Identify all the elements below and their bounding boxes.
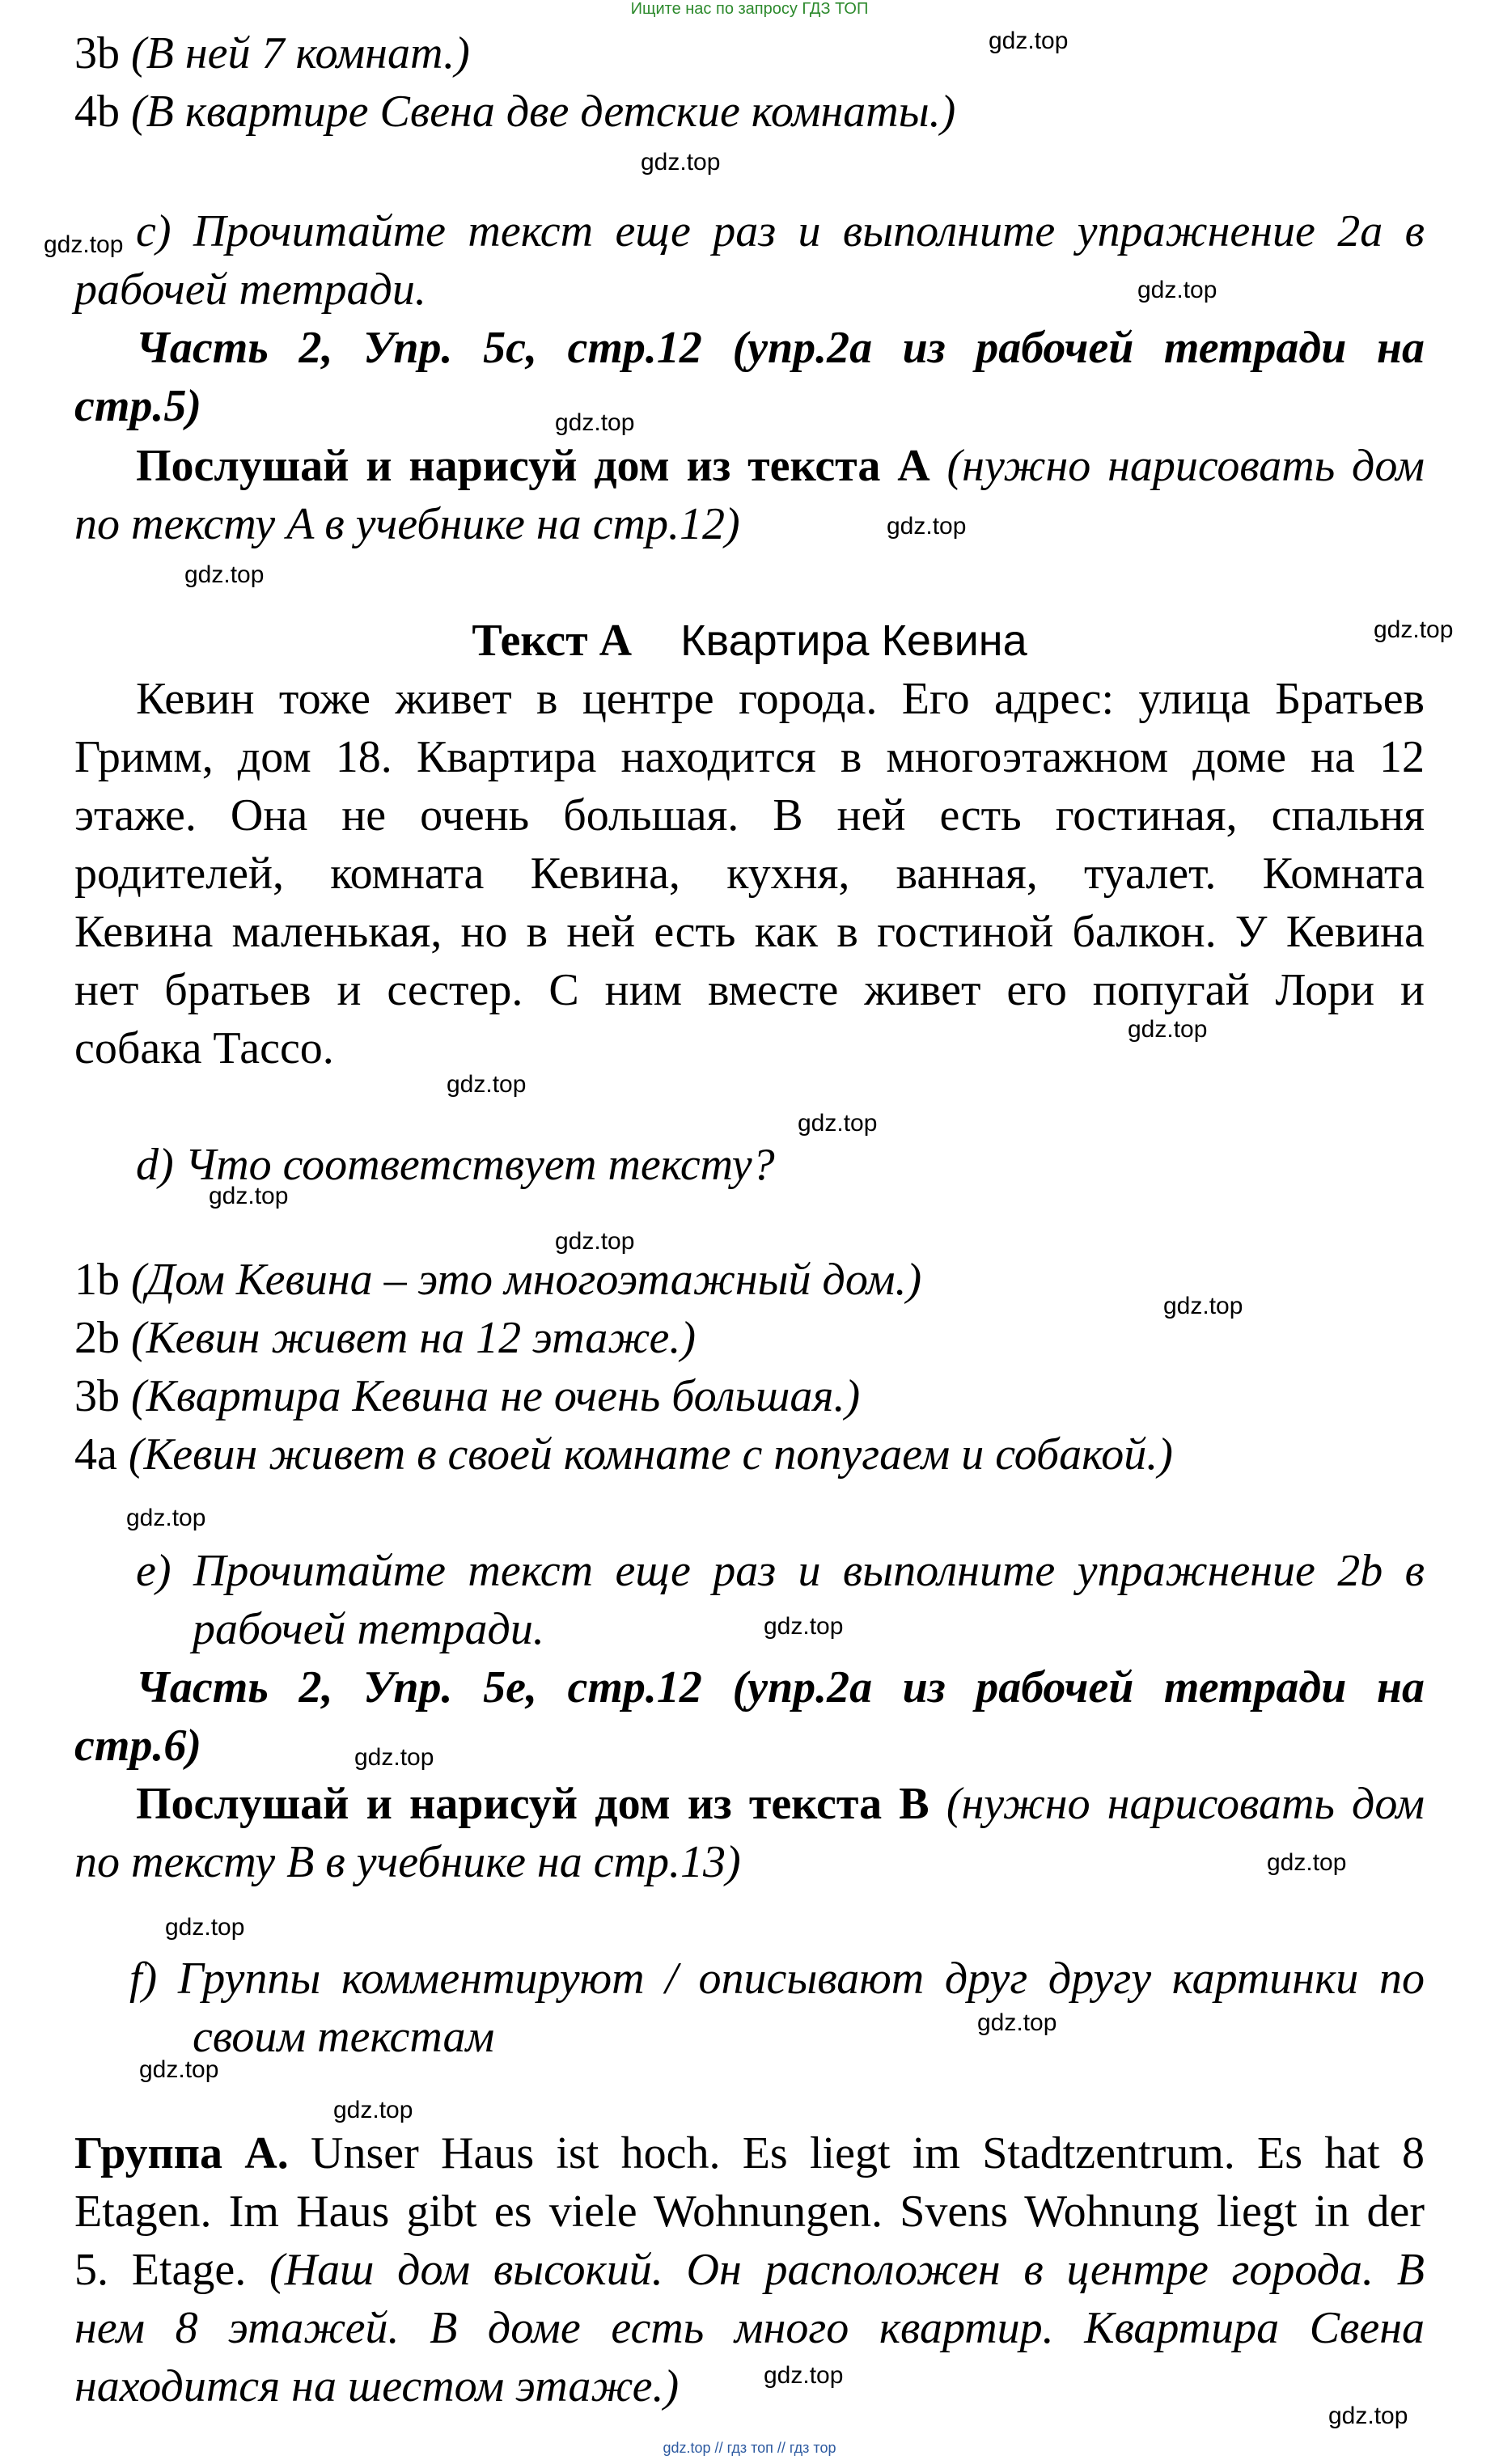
watermark: gdz.top xyxy=(126,1505,206,1531)
watermark: gdz.top xyxy=(989,28,1069,54)
listen-b-line1 xyxy=(136,1775,1425,1833)
watermark: gdz.top xyxy=(1128,1016,1208,1043)
watermark: gdz.top xyxy=(1163,1293,1243,1319)
text-a-subtitle: Квартира Кевина xyxy=(680,616,1027,665)
text-a-line: Гримм, дом 18. Квартира находится в многоэтажном доме на 12 xyxy=(74,732,1425,782)
watermark: gdz.top xyxy=(1267,1849,1347,1876)
answer-label: 4a xyxy=(74,1429,117,1480)
text-a-line: Кевина маленькая, но в ней есть как в гостиной балкон. У Кевина xyxy=(74,907,1425,957)
group-a-text: Unser Haus ist hoch. Es liegt im Stadtzentrum. Es hat 8 xyxy=(311,2128,1425,2178)
group-a-text: 5. Etage. xyxy=(74,2245,247,2295)
text-a-line: нет братьев и сестер. С ним вместе живет его попугай Лори и xyxy=(74,965,1425,1015)
group-a-translation: (Наш дом высокий. Он расположен в центре города. В xyxy=(269,2245,1425,2295)
answer-text: (В ней 7 комнат.) xyxy=(131,28,470,78)
watermark: gdz.top xyxy=(641,149,721,176)
task-e-line2: рабочей тетради. xyxy=(193,1604,544,1654)
task-c-line1: c) Прочитайте текст еще раз и выполните упражнение 2a в xyxy=(136,206,1425,256)
group-a-line2: Etagen. Im Haus gibt es viele Wohnungen. Svens Wohnung liegt in der xyxy=(74,2187,1425,2237)
text-a-title: Текст A xyxy=(472,616,633,666)
answer-text: (Квартира Кевина не очень большая.) xyxy=(131,1371,861,1421)
watermark: gdz.top xyxy=(333,2097,413,2123)
listen-a-bold: Послушай и нарисуй дом из текста A xyxy=(136,441,930,491)
answer-line xyxy=(74,24,1425,83)
listen-a-line2: по тексту A в учебнике на стр.12) xyxy=(74,499,740,549)
group-a-line3 xyxy=(74,2241,1425,2299)
watermark: gdz.top xyxy=(764,2362,844,2389)
task-e-line1: e) Прочитайте текст еще раз и выполните упражнение 2b в xyxy=(136,1546,1425,1596)
top-note: Ищите нас по запросу ГДЗ ТОП xyxy=(630,0,869,18)
watermark: gdz.top xyxy=(798,1110,878,1137)
watermark: gdz.top xyxy=(139,2056,219,2083)
task-f-line1: f) Группы комментируют / описывают друг другу картинки по xyxy=(129,1954,1425,2004)
watermark: gdz.top xyxy=(555,1228,635,1255)
listen-b-line2: по тексту B в учебнике на стр.13) xyxy=(74,1837,741,1887)
answer-label: 4b xyxy=(74,87,120,137)
part-5c-line2: стр.5) xyxy=(74,381,202,431)
watermark: gdz.top xyxy=(1137,277,1217,303)
text-a-heading xyxy=(74,612,1425,670)
answer-text: (Кевин живет на 12 этаже.) xyxy=(131,1313,697,1363)
watermark: gdz.top xyxy=(354,1744,434,1771)
listen-b-bold: Послушай и нарисуй дом из текста B xyxy=(136,1779,929,1829)
listen-a-line1 xyxy=(136,437,1425,495)
part-5e-line2: стр.6) xyxy=(74,1721,202,1771)
watermark: gdz.top xyxy=(165,1914,245,1941)
answer-text: (В квартире Свена две детские комнаты.) xyxy=(131,87,956,137)
answer-line xyxy=(74,1367,1425,1425)
watermark: gdz.top xyxy=(184,561,265,588)
text-a-line: этаже. Она не очень большая. В ней есть гостиная, спальня xyxy=(74,790,1425,840)
watermark: gdz.top xyxy=(447,1071,527,1098)
group-a-line5: находится на шестом этаже.) xyxy=(74,2361,680,2411)
answer-text: (Дом Кевина – это многоэтажный дом.) xyxy=(131,1255,922,1305)
watermark: gdz.top xyxy=(764,1613,844,1640)
text-a-line: Кевин тоже живет в центре города. Его адрес: улица Братьев xyxy=(136,674,1425,724)
group-a-label: Группа A. xyxy=(74,2128,289,2178)
part-5c-line1: Часть 2, Упр. 5c, стр.12 (упр.2a из рабочей тетради на xyxy=(136,323,1425,373)
answer-label: 3b xyxy=(74,28,120,78)
watermark: gdz.top xyxy=(44,231,124,258)
listen-b-italic: (нужно нарисовать дом xyxy=(946,1779,1425,1829)
text-a-line: собака Тассо. xyxy=(74,1023,334,1073)
watermark: gdz.top xyxy=(1328,2403,1408,2429)
watermark: gdz.top xyxy=(977,2009,1057,2036)
watermark: gdz.top xyxy=(887,513,967,540)
watermark: gdz.top xyxy=(555,409,635,436)
group-a-line1 xyxy=(74,2124,1425,2182)
text-a-line: родителей, комната Кевина, кухня, ванная, туалет. Комната xyxy=(74,849,1425,899)
task-c-line2: рабочей тетради. xyxy=(74,265,426,315)
answer-label: 3b xyxy=(74,1371,120,1421)
answer-line xyxy=(74,83,1425,141)
answer-line xyxy=(74,1425,1425,1484)
answer-label: 2b xyxy=(74,1313,120,1363)
task-f-line2: своим текстам xyxy=(193,2012,495,2062)
listen-a-italic: (нужно нарисовать дом xyxy=(946,441,1425,491)
watermark: gdz.top xyxy=(1374,616,1454,643)
task-d: d) Что соответствует тексту? xyxy=(136,1140,775,1190)
answer-text: (Кевин живет в своей комнате с попугаем и собакой.) xyxy=(128,1429,1173,1480)
answer-label: 1b xyxy=(74,1255,120,1305)
part-5e-line1: Часть 2, Упр. 5e, стр.12 (упр.2a из рабочей тетради на xyxy=(136,1662,1425,1713)
watermark: gdz.top xyxy=(209,1183,289,1209)
bottom-note: gdz.top // гдз топ // гдз тор xyxy=(663,2440,836,2456)
group-a-line4: нем 8 этажей. В доме есть много квартир. Квартира Свена xyxy=(74,2303,1425,2353)
